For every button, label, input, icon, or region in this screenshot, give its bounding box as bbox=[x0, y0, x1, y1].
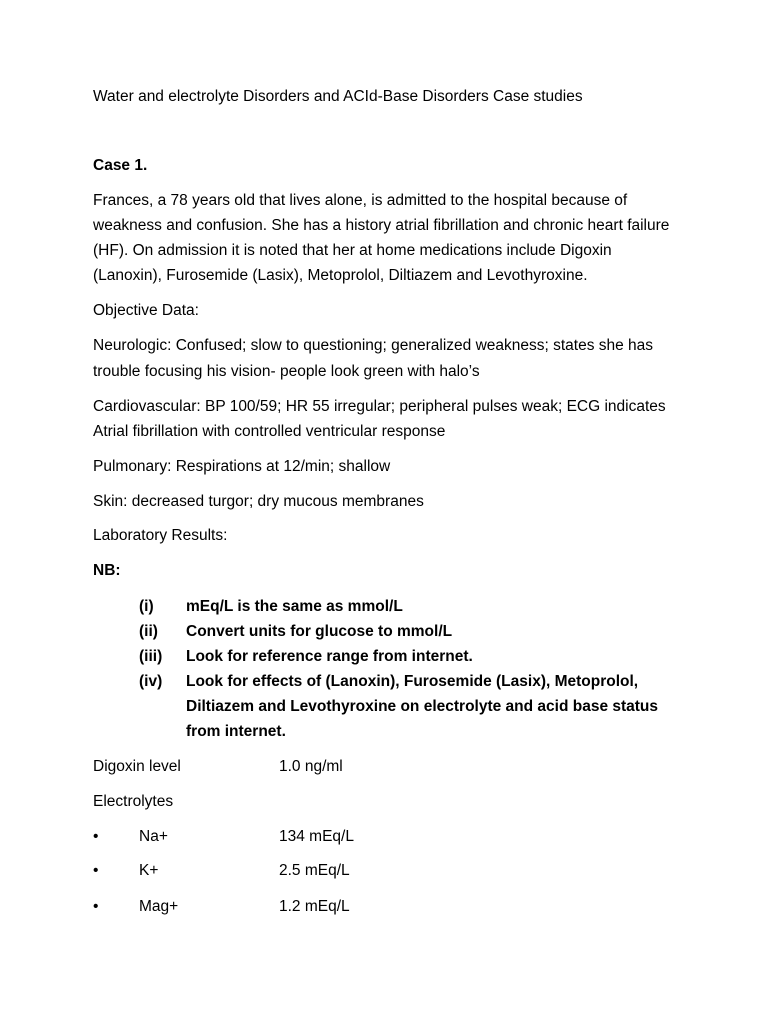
electrolyte-value: 2.5 mEq/L bbox=[279, 862, 350, 879]
neuro-line: Neurologic: Confused; slow to questioning; generalized weakness; states she has bbox=[93, 337, 654, 354]
digoxin-value: 1.0 ng/ml bbox=[279, 758, 343, 775]
skin-line: Skin: decreased turgor; dry mucous membranes bbox=[93, 493, 424, 510]
note-text: Look for reference range from internet. bbox=[186, 648, 473, 665]
case-heading: Case 1. bbox=[93, 157, 148, 174]
bullet: • bbox=[93, 898, 99, 915]
electrolyte-name: Na+ bbox=[139, 828, 168, 845]
document-title: Water and electrolyte Disorders and ACId-Base Disorders Case studies bbox=[93, 88, 583, 105]
cardio-line: Cardiovascular: BP 100/59; HR 55 irregular; peripheral pulses weak; ECG indicates bbox=[93, 398, 666, 415]
electrolytes-label: Electrolytes bbox=[93, 793, 174, 810]
intro-line: weakness and confusion. She has a history atrial fibrillation and chronic heart failure bbox=[93, 217, 670, 234]
intro-line: (HF). On admission it is noted that her at home medications include Digoxin bbox=[93, 242, 612, 259]
intro-line: Frances, a 78 years old that lives alone, is admitted to the hospital because of bbox=[93, 192, 628, 209]
note-text: mEq/L is the same as mmol/L bbox=[186, 598, 403, 615]
cardio-line: Atrial fibrillation with controlled ventricular response bbox=[93, 423, 446, 440]
note-number: (iii) bbox=[139, 648, 163, 665]
intro-line: (Lanoxin), Furosemide (Lasix), Metoprolol, Diltiazem and Levothyroxine. bbox=[93, 267, 588, 284]
note-text: Look for effects of (Lanoxin), Furosemide (Lasix), Metoprolol, bbox=[186, 673, 639, 690]
pulmonary-line: Pulmonary: Respirations at 12/min; shallow bbox=[93, 458, 391, 475]
bullet: • bbox=[93, 828, 99, 845]
note-text: from internet. bbox=[186, 723, 286, 740]
note-number: (iv) bbox=[139, 673, 163, 690]
electrolyte-name: K+ bbox=[139, 862, 159, 879]
electrolyte-value: 134 mEq/L bbox=[279, 828, 354, 845]
electrolyte-name: Mag+ bbox=[139, 898, 179, 915]
note-number: (i) bbox=[139, 598, 154, 615]
objective-data-label: Objective Data: bbox=[93, 302, 199, 319]
bullet: • bbox=[93, 862, 99, 879]
neuro-line: trouble focusing his vision- people look green with halo’s bbox=[93, 363, 480, 380]
note-text: Diltiazem and Levothyroxine on electrolyte and acid base status bbox=[186, 698, 659, 715]
lab-results-label: Laboratory Results: bbox=[93, 527, 228, 544]
note-text: Convert units for glucose to mmol/L bbox=[186, 623, 453, 640]
electrolyte-value: 1.2 mEq/L bbox=[279, 898, 350, 915]
digoxin-label: Digoxin level bbox=[93, 758, 181, 775]
nb-label: NB: bbox=[93, 562, 121, 579]
note-number: (ii) bbox=[139, 623, 158, 640]
